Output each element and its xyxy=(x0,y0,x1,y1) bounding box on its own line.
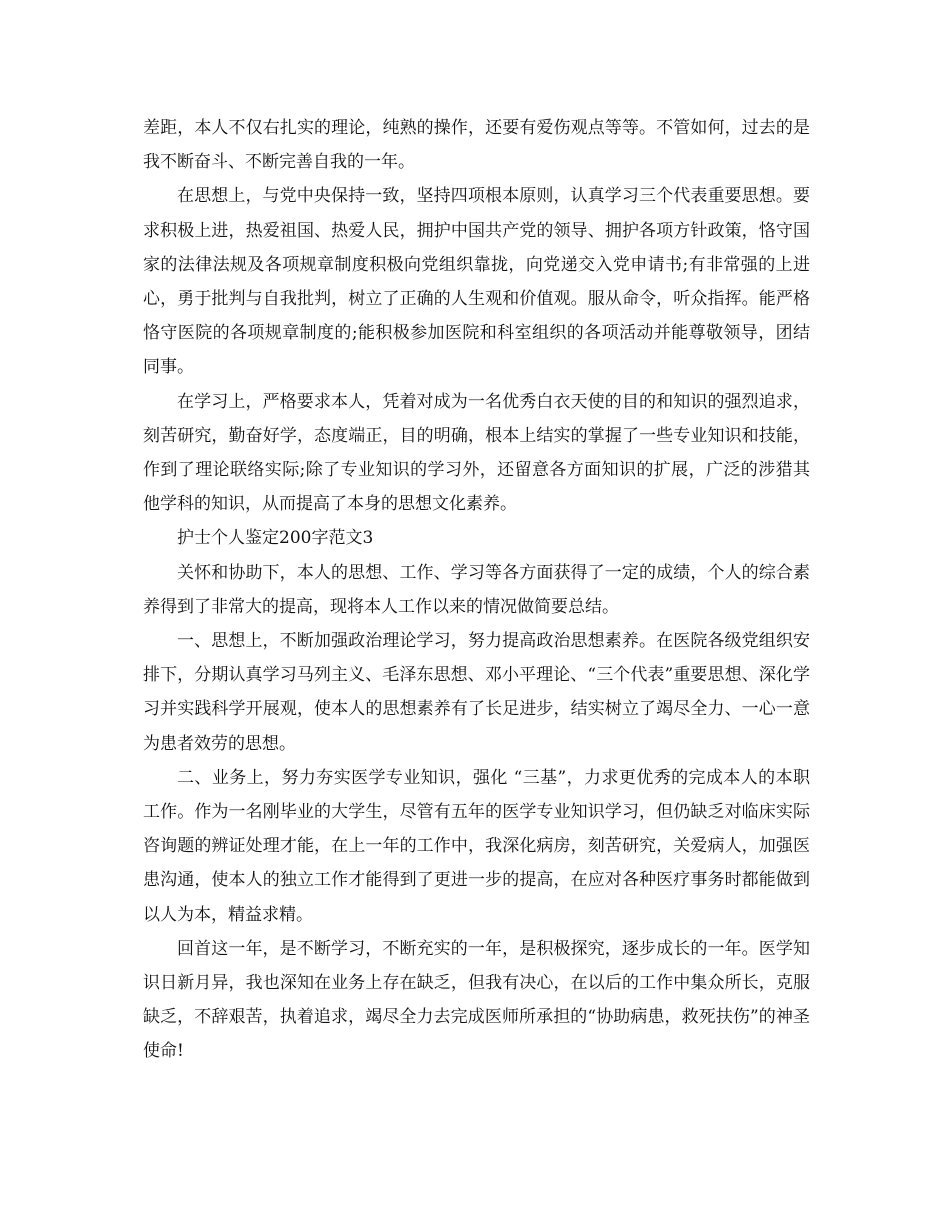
paragraph-study: 在学习上，严格要求本人，凭着对成为一名优秀白衣天使的目的和知识的强烈追求，刻苦研究，勤奋好学，态度端正，目的明确，根本上结实的掌握了一些专业知识和技能，作到了理论联络实际;除了专业知识的学习外，还留意各方面知识的扩展，广泛的涉猎其他学科的知识，从而提高了本身的思想文化素养。 xyxy=(143,391,810,515)
document-body xyxy=(143,111,810,1069)
paragraph-review: 回首这一年，是不断学习，不断充实的一年，是积极探究，逐步成长的一年。医学知识日新月异，我也深知在业务上存在缺乏，但我有决心，在以后的工作中集众所长，克服缺乏，不辞艰苦，执着追求，竭尽全力去完成医师所承担的“协助病患，救死扶伤”的神圣使命! xyxy=(143,938,810,1062)
paragraph-politics: 一、思想上，不断加强政治理论学习，努力提高政治思想素养。在医院各级党组织安排下，分期认真学习马列主义、毛泽东思想、邓小平理论、“三个代表”重要思想、深化学习并实践科学开展观，使本人的思想素养有了长足进步，结实树立了竭尽全力、一心一意为患者效劳的思想。 xyxy=(143,631,810,754)
paragraph-continuation: 差距，本人不仅右扎实的理论，纯熟的操作，还要有爱伤观点等等。不管如何，过去的是我不断奋斗、不断完善自我的一年。 xyxy=(143,118,810,173)
paragraph-business: 二、业务上，努力夯实医学专业知识，强化 “三基”，力求更优秀的完成本人的本职工作。作为一名刚毕业的大学生，尽管有五年的医学专业知识学习，但仍缺乏对临床实际咨询题的辨证处理才能，在上一年的工作中，我深化病房，刻苦研究，关爱病人，加强医患沟通，使本人的独立工作才能得到了更进一步的提高，在应对各种医疗事务时都能做到以人为本，精益求精。 xyxy=(143,767,810,925)
paragraph-thought: 在思想上，与党中央保持一致，坚持四项根本原则，认真学习三个代表重要思想。要求积极上进，热爱祖国、热爱人民，拥护中国共产党的领导、拥护各项方针政策，恪守国家的法律法规及各项规章制度积极向党组织靠拢，向党递交入党申请书;有非常强的上进心，勇于批判与自我批判，树立了正确的人生观和价值观。服从命令，听众指挥。能严格恪守医院的各项规章制度的;能积极参加医院和科室组织的各项活动并能尊敬领导，团结同事。 xyxy=(143,186,810,378)
paragraph-intro: 关怀和协助下，本人的思想、工作、学习等各方面获得了一定的成绩，个人的综合素养得到了非常大的提高，现将本人工作以来的情况做简要总结。 xyxy=(143,562,810,617)
section-heading: 护士个人鉴定200字范文3 xyxy=(177,528,374,549)
